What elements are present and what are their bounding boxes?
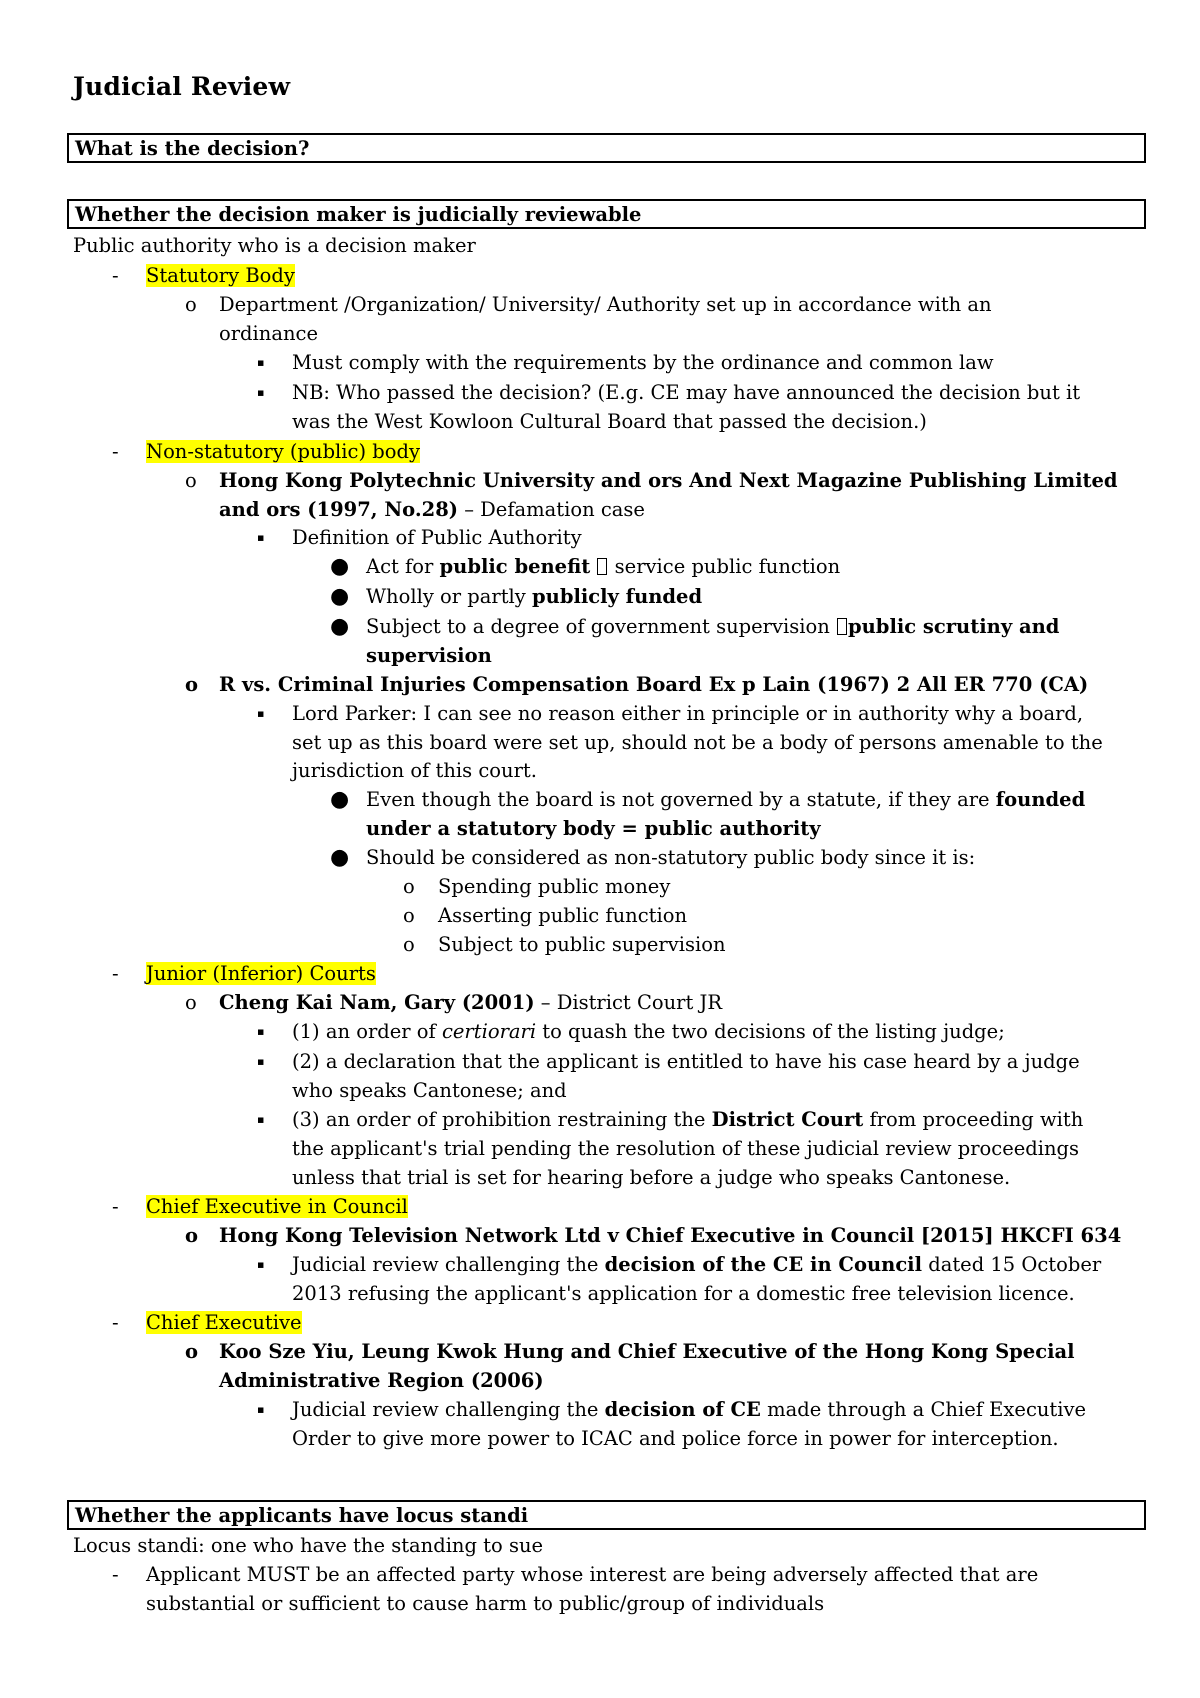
square-bullet-icon: ▪ [257, 1258, 265, 1271]
statutory-sub-point: NB: Who passed the decision? (E.g. CE may have announced the decision but it [292, 381, 1081, 404]
circle-marker: o [185, 1224, 199, 1247]
arrow-placeholder-icon [597, 558, 607, 575]
locus-point-cont: substantial or sufficient to cause harm to public/group of individuals [146, 1592, 825, 1615]
heading-statutory-body: Statutory Body [146, 264, 295, 287]
parker-quote-cont: jurisdiction of this court. [292, 759, 537, 782]
bullet-icon: ● [330, 614, 350, 639]
bullet-icon: ● [330, 554, 350, 579]
definition-item: Wholly or partly publicly funded [366, 585, 703, 608]
case-koo: Koo Sze Yiu, Leung Kwok Hung and Chief Executive of the Hong Kong Special [219, 1340, 1075, 1363]
case-hktv: Hong Kong Television Network Ltd v Chief Executive in Council [2015] HKCFI 634 [219, 1224, 1122, 1247]
definition-item: Subject to a degree of government supervision public scrutiny and [366, 615, 1060, 638]
square-bullet-icon: ▪ [257, 356, 265, 369]
locus-point: Applicant MUST be an affected party whose interest are being adversely affected that are [146, 1563, 1039, 1586]
case-polyu-cont: and ors (1997, No.28) – Defamation case [219, 498, 645, 521]
dash-marker: - [112, 1563, 119, 1586]
order-item: (2) a declaration that the applicant is entitled to have his case heard by a judge [292, 1050, 1080, 1073]
square-bullet-icon: ▪ [257, 707, 265, 720]
definition-heading: Definition of Public Authority [292, 526, 582, 549]
page-title: Judicial Review [73, 72, 291, 101]
statutory-sub-point: Must comply with the requirements by the ordinance and common law [292, 351, 994, 374]
definition-item: Act for public benefit service public function [366, 555, 841, 578]
circle-marker: o [185, 469, 197, 492]
order-item-cont: unless that trial is set for hearing before a judge who speaks Cantonese. [292, 1166, 1011, 1189]
circle-marker: o [403, 933, 415, 956]
order-item: (3) an order of prohibition restraining the District Court from proceeding with [292, 1108, 1084, 1131]
jr-description-cont: 2013 refusing the applicant's application for a domestic free television licence. [292, 1282, 1075, 1305]
circle-marker: o [185, 293, 197, 316]
statutory-sub-point-cont: was the West Kowloon Cultural Board that passed the decision.) [292, 410, 927, 433]
bullet-icon: ● [330, 845, 350, 870]
square-bullet-icon: ▪ [257, 1025, 265, 1038]
dash-marker: - [112, 1311, 119, 1334]
circle-marker: o [185, 1340, 199, 1363]
locus-intro: Locus standi: one who have the standing to sue [73, 1534, 544, 1557]
board-point-cont: under a statutory body = public authority [366, 817, 821, 840]
section-box-reviewable: Whether the decision maker is judicially reviewable [67, 199, 1146, 229]
definition-item-cont: supervision [366, 644, 492, 667]
order-item-cont: who speaks Cantonese; and [292, 1079, 567, 1102]
square-bullet-icon: ▪ [257, 1403, 265, 1416]
reason-item: Asserting public function [438, 904, 688, 927]
circle-marker: o [185, 991, 197, 1014]
statutory-point: Department /Organization/ University/ Authority set up in accordance with an [219, 293, 992, 316]
board-point: Should be considered as non-statutory public body since it is: [366, 846, 976, 869]
circle-marker: o [185, 673, 199, 696]
heading-non-statutory: Non-statutory (public) body [146, 440, 420, 463]
parker-quote: Lord Parker: I can see no reason either in principle or in authority why a board, [292, 702, 1084, 725]
order-item: (1) an order of certiorari to quash the two decisions of the listing judge; [292, 1020, 1005, 1043]
parker-quote-cont: set up as this board were set up, should not be a body of persons amenable to the [292, 731, 1103, 754]
jr-description: Judicial review challenging the decision of the CE in Council dated 15 October [292, 1253, 1102, 1276]
square-bullet-icon: ▪ [257, 386, 265, 399]
heading-chief-executive: Chief Executive [146, 1311, 302, 1334]
square-bullet-icon: ▪ [257, 531, 265, 544]
circle-marker: o [403, 875, 415, 898]
case-cheng: Cheng Kai Nam, Gary (2001) – District Court JR [219, 991, 723, 1014]
intro-text: Public authority who is a decision maker [73, 234, 476, 257]
arrow-placeholder-icon [837, 618, 847, 635]
case-polyu: Hong Kong Polytechnic University and ors And Next Magazine Publishing Limited [219, 469, 1118, 492]
statutory-point-cont: ordinance [219, 322, 318, 345]
reason-item: Subject to public supervision [438, 933, 726, 956]
dash-marker: - [112, 440, 119, 463]
heading-ce-in-council: Chief Executive in Council [146, 1195, 408, 1218]
square-bullet-icon: ▪ [257, 1113, 265, 1126]
dash-marker: - [112, 962, 119, 985]
dash-marker: - [112, 1195, 119, 1218]
section-box-locus-standi: Whether the applicants have locus standi [67, 1500, 1146, 1530]
dash-marker: - [112, 264, 119, 287]
board-point: Even though the board is not governed by a statute, if they are founded [366, 788, 1086, 811]
case-lain: R vs. Criminal Injuries Compensation Board Ex p Lain (1967) 2 All ER 770 (CA) [219, 673, 1089, 696]
jr-description: Judicial review challenging the decision of CE made through a Chief Executive [292, 1398, 1087, 1421]
square-bullet-icon: ▪ [257, 1055, 265, 1068]
jr-description-cont: Order to give more power to ICAC and police force in power for interception. [292, 1427, 1059, 1450]
bullet-icon: ● [330, 787, 350, 812]
circle-marker: o [403, 904, 415, 927]
order-item-cont: the applicant's trial pending the resolution of these judicial review proceedings [292, 1137, 1080, 1160]
bullet-icon: ● [330, 584, 350, 609]
reason-item: Spending public money [438, 875, 671, 898]
section-box-decision: What is the decision? [67, 133, 1146, 163]
heading-junior-courts: Junior (Inferior) Courts [146, 962, 376, 985]
case-koo-cont: Administrative Region (2006) [219, 1369, 544, 1392]
